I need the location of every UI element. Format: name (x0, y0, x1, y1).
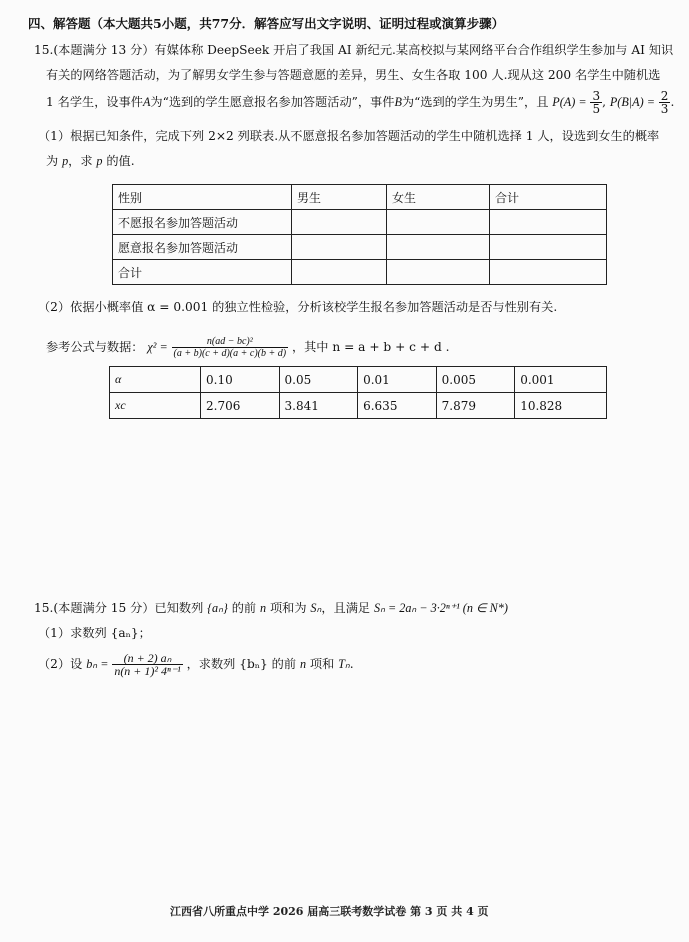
contingency-table (112, 184, 607, 285)
event-a: A (142, 95, 151, 109)
xc-value: 2.706 (201, 393, 280, 419)
pa-den: 5 (592, 102, 601, 116)
page-footer: 江西省八所重点中学 2026 届高三联考数学试卷 第 3 页 共 4 页 (170, 905, 489, 918)
formula-prefix: 参考公式与数据： (46, 340, 144, 354)
q2-text-a: 15.(本题满分 15 分）已知数列 (34, 601, 204, 615)
q1-line2: 有关的网络答题活动，为了解男女学生参与答题意愿的差异，男生、女生各取 100 人.现从这 200 名学生中随机选 (46, 68, 661, 82)
part1-text-c: 的值. (106, 154, 135, 168)
q1-line3: 1 名学生，设事件A为“选到的学生愿意报名参加答题活动”，事件B为“选到的学生为男生”，且 P(A) = $\frac{3}{5}$ , P(B|A) = $\frac{2}{3}$ . (46, 89, 675, 116)
header-gender: 性别 (113, 185, 292, 210)
table-row (110, 393, 607, 419)
cell-empty (490, 260, 607, 285)
row-unwilling: 不愿报名参加答题活动 (113, 210, 292, 235)
q2-part2 (38, 652, 354, 677)
formula-num: n(ad − bc)² (172, 336, 289, 348)
q2-part2-b: ，求数列 {bₙ} 的前 (186, 657, 297, 671)
alpha-value: 0.05 (279, 367, 358, 393)
cell-empty (490, 210, 607, 235)
formula-line (46, 336, 450, 359)
header-female: 女生 (387, 185, 490, 210)
alpha-value: 0.10 (201, 367, 280, 393)
xc-value: 3.841 (279, 393, 358, 419)
q2-part1: （1）求数列 {aₙ}； (38, 626, 151, 640)
table-row (113, 260, 607, 285)
var-n: n (259, 601, 267, 615)
xc-value: 6.635 (358, 393, 437, 419)
alpha-label: α (110, 367, 201, 393)
alpha-value: 0.005 (436, 367, 515, 393)
xc-value: 7.879 (436, 393, 515, 419)
bn-den: n(n + 1)² 4ⁿ⁻¹ (114, 664, 181, 678)
critical-value-table (109, 366, 607, 419)
tn: Tₙ (338, 657, 350, 671)
q2-part2-a: （2）设 (38, 657, 83, 671)
q2-part2-c: 项和 (309, 657, 335, 671)
header-male: 男生 (292, 185, 387, 210)
pba-label: P(B|A) = (609, 95, 655, 109)
row-willing: 愿意报名参加答题活动 (113, 235, 292, 260)
cell-empty (292, 260, 387, 285)
var-p2: p (96, 154, 103, 168)
cell-empty (490, 235, 607, 260)
var-p: p (62, 154, 69, 168)
header-total: 合计 (490, 185, 607, 210)
q1-part2: （2）依据小概率值 α = 0.001 的独立性检验，分析该校学生报名参加答题活动是否与性别有关. (38, 300, 558, 314)
q1-line3-a: 1 名学生，设事件 (46, 95, 143, 109)
alpha-value: 0.001 (515, 367, 607, 393)
q2-text-d: ，且满足 (321, 601, 371, 615)
cell-empty (387, 260, 490, 285)
q1-part1-line1: （1）根据已知条件，完成下列 2×2 列联表.从不愿意报名参加答题活动的学生中随机选择 1 人，设选到女生的概率 (38, 129, 660, 143)
cell-empty (387, 235, 490, 260)
pba-num: 2 (660, 89, 669, 103)
pba-den: 3 (660, 102, 669, 116)
table-row (110, 367, 607, 393)
seq-a: {aₙ} (207, 601, 228, 615)
cell-empty (387, 210, 490, 235)
xc-label: xc (110, 393, 201, 419)
part1-text-b: ，求 (68, 154, 93, 168)
event-b: B (394, 95, 402, 109)
section-header: 四、解答题（本大题共5小题，共77分．解答应写出文字说明、证明过程或演算步骤） (28, 16, 505, 31)
bn-num: (n + 2) aₙ (112, 652, 182, 665)
q1-line1: 15.(本题满分 13 分）有媒体称 DeepSeek 开启了我国 AI 新纪元.某高校拟与某网络平台合作组织学生参加与 AI 知识 (34, 43, 674, 57)
bn: bₙ = (86, 657, 109, 671)
formula-den: (a + b)(c + d)(a + c)(b + d) (173, 348, 287, 359)
cell-empty (292, 210, 387, 235)
q2-line1 (34, 600, 508, 616)
pba-fraction (659, 90, 671, 115)
pa-label: P(A) = (552, 95, 587, 109)
q1-line3-c: 为“选到的学生为男生”，且 (401, 95, 549, 109)
var-n2: n (299, 657, 307, 671)
q1-part1-line2 (46, 153, 135, 169)
cell-empty (292, 235, 387, 260)
xc-value: 10.828 (515, 393, 607, 419)
pa-fraction (590, 90, 602, 115)
sn: Sₙ (310, 601, 322, 615)
alpha-value: 0.01 (358, 367, 437, 393)
pa-num: 3 (592, 89, 601, 103)
sn-equation: Sₙ = 2aₙ − 3·2ⁿ⁺¹ (n ∈ N*) (373, 601, 508, 615)
table-row (113, 210, 607, 235)
bn-fraction (112, 652, 182, 677)
formula-suffix: ，其中 n = a + b + c + d . (291, 340, 450, 354)
table-row (113, 235, 607, 260)
q1-line3-b: 为“选到的学生愿意报名参加答题活动”，事件 (150, 95, 395, 109)
part1-text-a: 为 (46, 154, 59, 168)
q2-text-b: 的前 (231, 601, 257, 615)
q2-part2-d: . (349, 657, 354, 671)
row-total: 合计 (113, 260, 292, 285)
table-header-row (113, 185, 607, 210)
chi-square: χ² = (147, 340, 168, 354)
q2-text-c: 项和为 (269, 601, 307, 615)
chi-fraction (172, 336, 289, 359)
